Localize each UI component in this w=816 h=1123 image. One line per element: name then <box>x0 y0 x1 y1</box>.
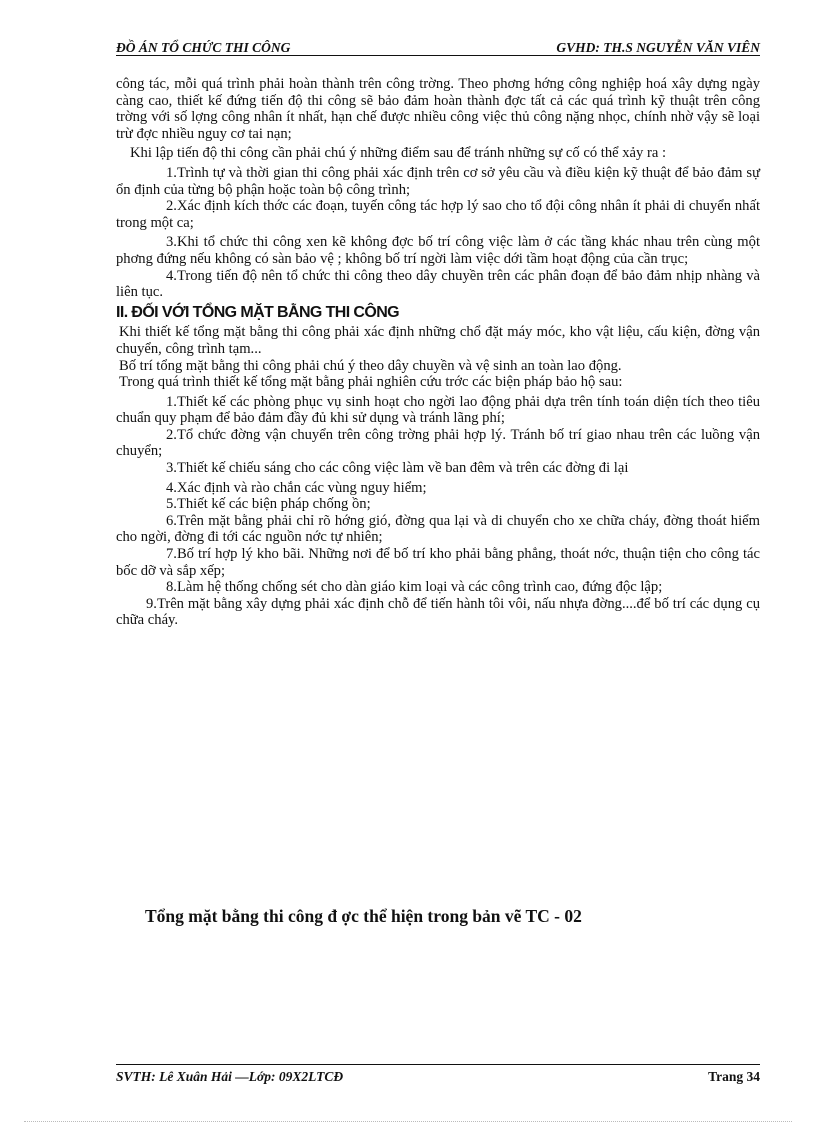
paragraph-safety-intro: Trong quá trình thiết kế tổng mặt bằng phải nghiên cứu trớc các biện pháp bảo hộ sau: <box>119 374 623 391</box>
footer-rule <box>116 1064 760 1065</box>
document-body <box>116 76 760 629</box>
list-item: 8.Làm hệ thống chống sét cho dàn giáo kim loại và các công trình cao, đứng độc lập; <box>166 579 663 596</box>
list-item: 2.Xác định kích thớc các đoạn, tuyến công tác hợp lý sao cho tổ đội công nhân ít phải di chuyển nhất trong một ca; <box>116 198 760 231</box>
paragraph-schedule-notes: Khi lập tiến độ thi công cần phải chú ý những điểm sau để tránh những sự cố có thể xảy ra : <box>130 145 666 162</box>
list-item: 5.Thiết kế các biện pháp chống ồn; <box>166 496 371 513</box>
list-item: 7.Bố trí hợp lý kho bãi. Những nơi để bố trí kho phải bằng phẳng, thoát nớc, thuận tiện cho công tác bốc dỡ và sắp xếp; <box>116 546 760 579</box>
header-project-title: ĐỒ ÁN TỔ CHỨC THI CÔNG <box>116 40 291 55</box>
page-number: Trang 34 <box>708 1069 760 1084</box>
list-item: 3.Thiết kế chiếu sáng cho các công việc làm về ban đêm và trên các đờng đi lại <box>166 460 629 477</box>
list-item: 3.Khi tổ chức thi công xen kẽ không đợc bố trí công việc làm ở các tầng khác nhau trên cùng một phơng đứng nếu không có sàn bảo vệ ; không bố trí ngời làm việc dới tầm hoạt động của cần trục; <box>116 234 760 267</box>
list-item: 1.Trình tự và thời gian thi công phải xác định trên cơ sở yêu cầu và điều kiện kỹ thuật để bảo đảm sự ổn định của từng bộ phận hoặc toàn bộ công trình; <box>116 164 760 198</box>
paragraph-intro: công tác, mỗi quá trình phải hoàn thành trên công trờng. Theo phơng hớng công nghiệp hoá xây dựng ngày càng cao, thiết kế đứng tiến độ thi công sẽ bảo đảm hoàn thành đợc tất cả các quá trình kỹ thuật trên công trờng với số lợng công nhân ít nhất, hạn chế được nhiều công việc thủ công nặng nhọc, chính nhờ vậy sẽ loại trừ đợc nhiều nguy cơ tai nạn; <box>116 76 760 142</box>
page-bottom-border <box>24 1121 792 1122</box>
paragraph-site-plan-layout: Bố trí tổng mặt bằng thi công phải chú ý theo dây chuyền và vệ sinh an toàn lao động. <box>119 357 622 374</box>
list-item: 1.Thiết kế các phòng phục vụ sinh hoạt cho ngời lao động phải dựa trên tính toán diện tích theo tiêu chuẩn quy phạm để bảo đảm đầy đủ khi sử dụng và tránh lãng phí; <box>116 393 760 427</box>
header-supervisor: GVHD: TH.S NGUYỄN VĂN VIÊN <box>556 40 760 55</box>
list-item: 9.Trên mặt bằng xây dựng phải xác định chỗ để tiến hành tôi vôi, nấu nhựa đờng....để bố trí các dụng cụ chữa cháy. <box>116 595 760 629</box>
list-item: 6.Trên mặt bằng phải chỉ rõ hớng gió, đờng qua lại và di chuyển cho xe chữa cháy, đờng thoát hiểm cho ngời, đờng đi tới các nguồn nớc tự nhiên; <box>116 512 760 546</box>
page-footer <box>116 1069 760 1087</box>
section-heading: II. ĐỐI VỚI TỔNG MẶT BẰNG THI CÔNG <box>116 303 400 321</box>
drawing-caption: Tổng mặt bằng thi công đ ợc thể hiện trong bản vẽ TC - 02 <box>145 906 582 926</box>
header-rule <box>116 55 760 56</box>
list-item: 2.Tổ chức đờng vận chuyển trên công trờng phải hợp lý. Tránh bố trí giao nhau trên các luồng vận chuyển; <box>116 426 760 460</box>
list-item: 4.Xác định và rào chắn các vùng nguy hiểm; <box>166 479 427 496</box>
paragraph-site-plan: Khi thiết kế tổng mặt bằng thi công phải xác định những chổ đặt máy móc, kho vật liệu, cấu kiện, đờng vận chuyển, công trình tạm... <box>116 324 760 357</box>
footer-student: SVTH: Lê Xuân Hải —Lớp: 09X2LTCĐ <box>116 1069 344 1084</box>
list-item: 4.Trong tiến độ nên tổ chức thi công theo dây chuyền trên các phân đoạn để bảo đảm nhịp nhàng và liên tục. <box>116 267 760 301</box>
